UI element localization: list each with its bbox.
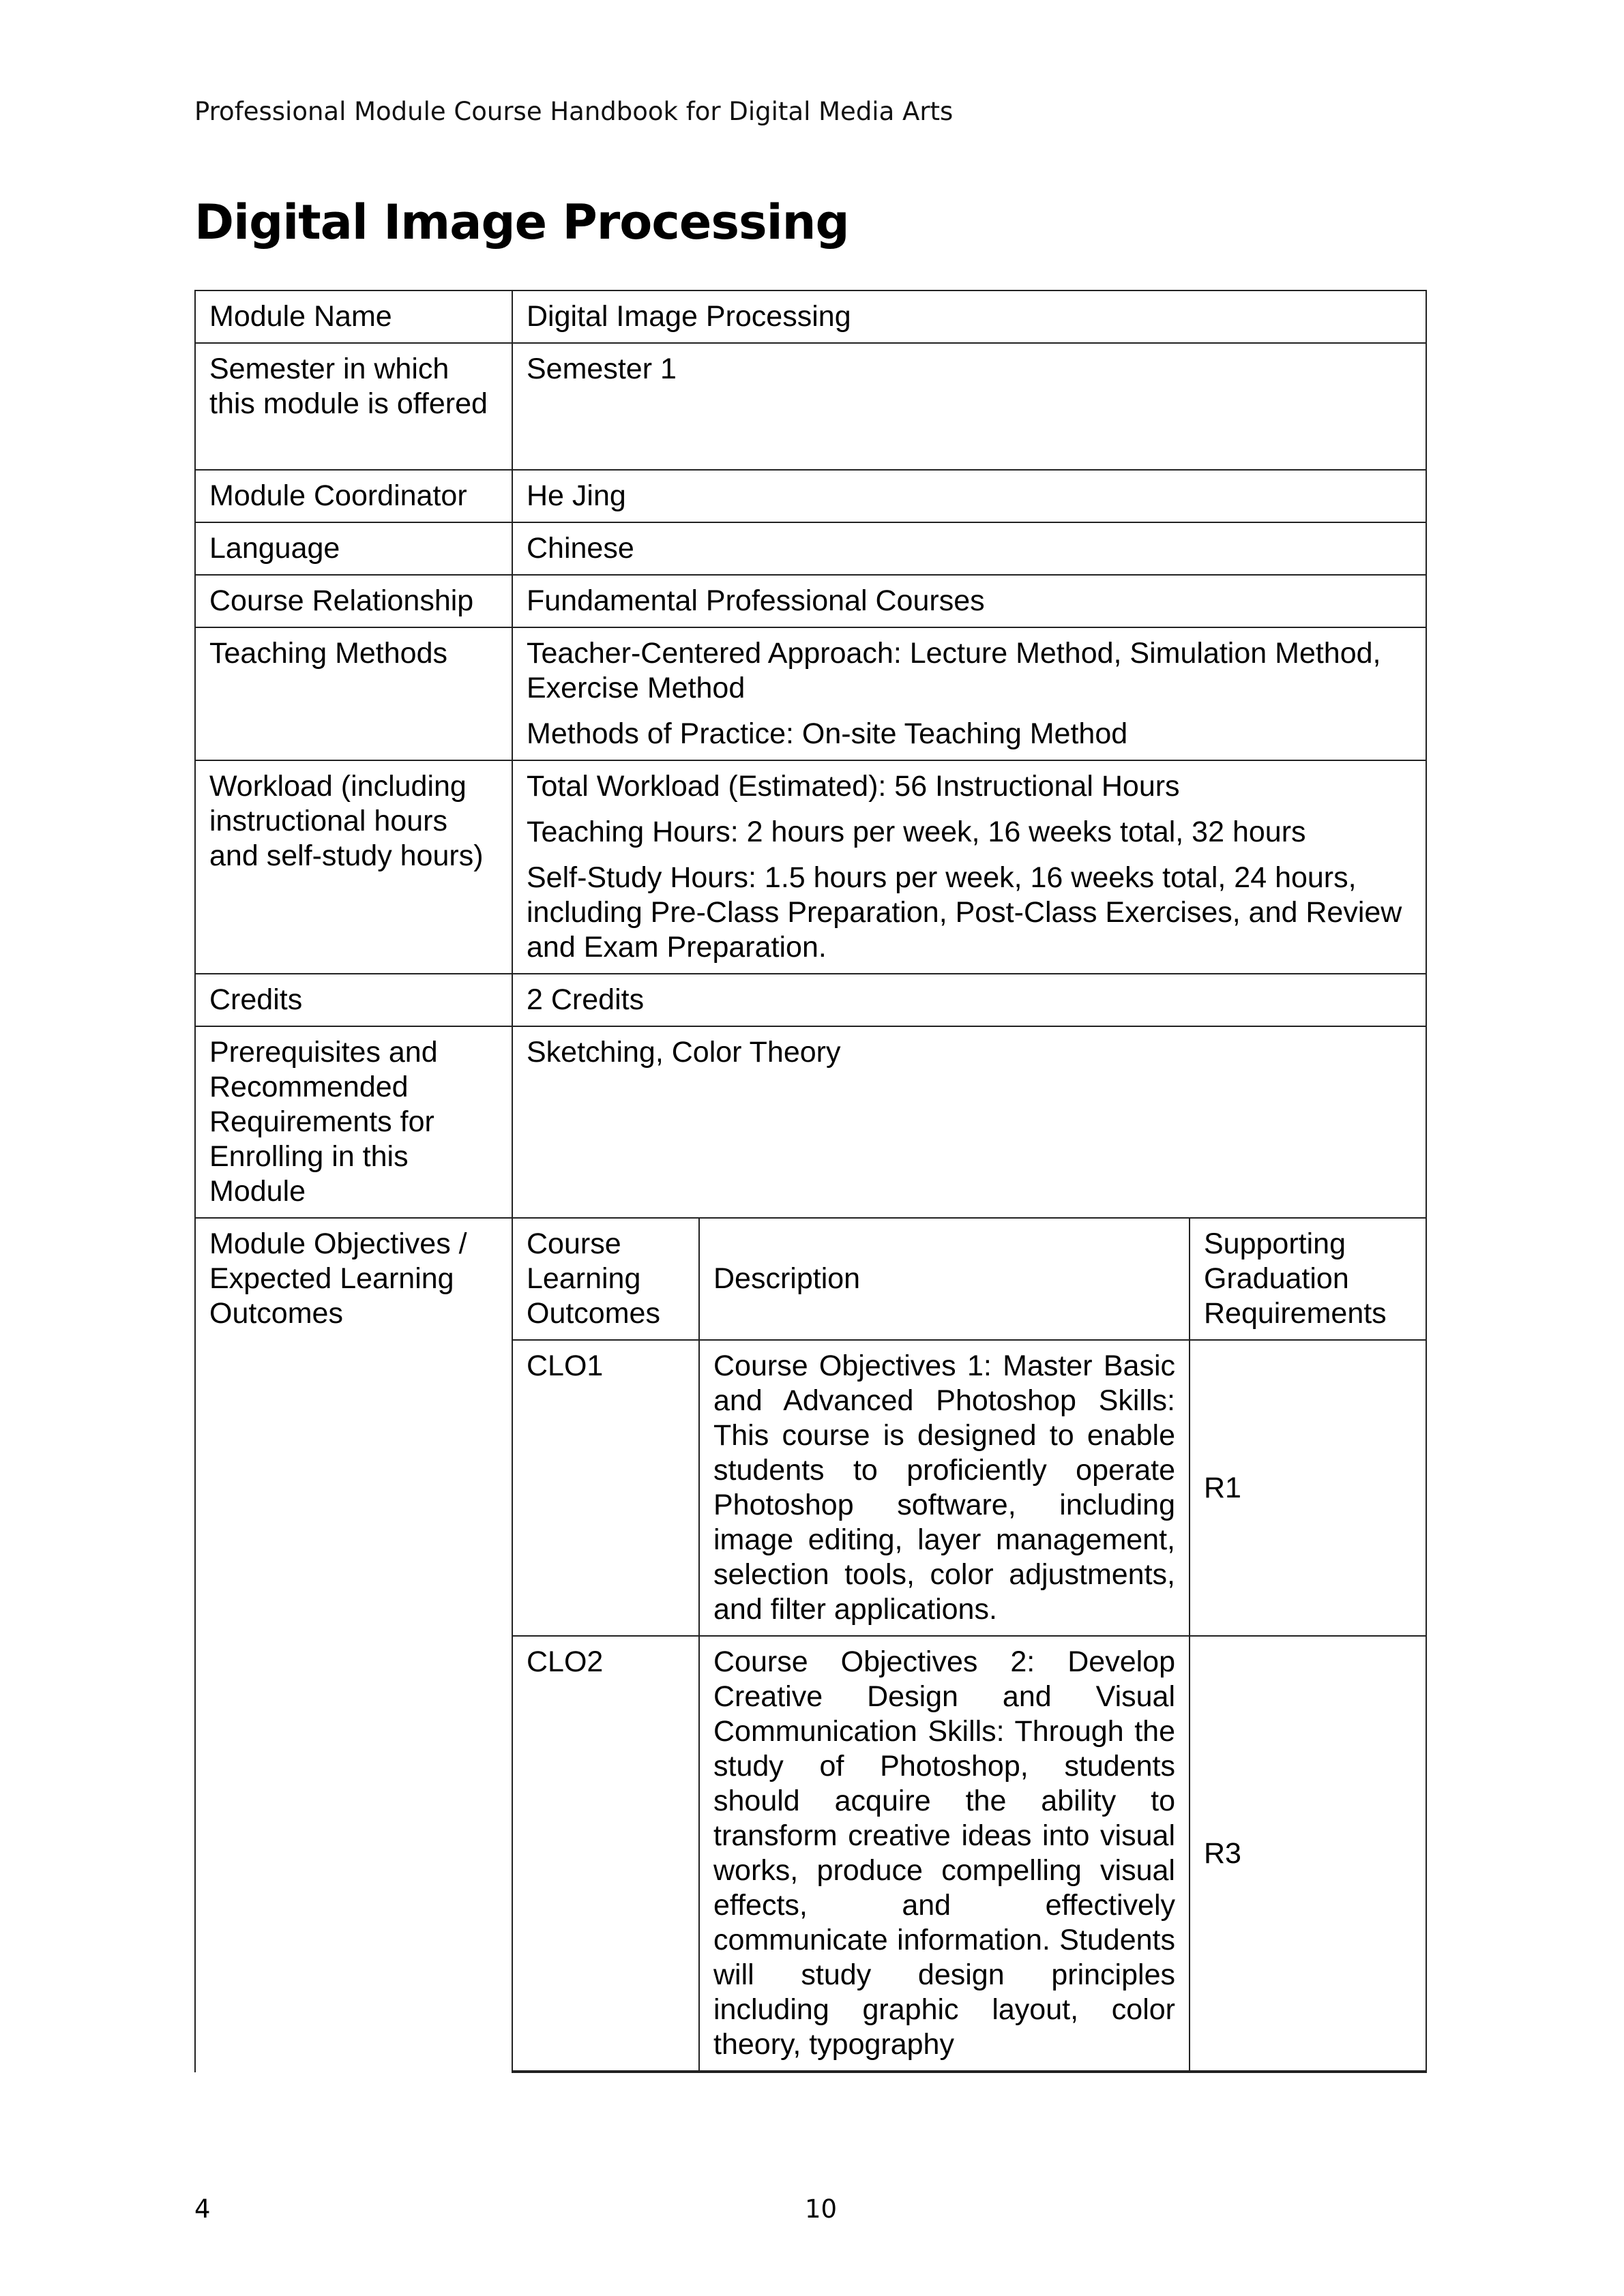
clo-id: CLO2 xyxy=(513,1636,699,2071)
label-teaching-methods: Teaching Methods xyxy=(195,627,512,760)
page-title: Digital Image Processing xyxy=(194,194,849,250)
footer-page-number-left: 4 xyxy=(194,2194,211,2224)
teaching-method-line: Teacher-Centered Approach: Lecture Method, Simulation Method, Exercise Method xyxy=(527,637,1381,704)
value-module-name: Digital Image Processing xyxy=(512,290,1426,343)
header-requirements: Supporting Graduation Requirements xyxy=(1190,1219,1426,1340)
label-semester: Semester in which this module is offered xyxy=(195,343,512,470)
row-language xyxy=(195,522,1426,575)
clo-description: Course Objectives 2: Develop Creative Design and Visual Communication Skills: Through the study of Photoshop, students should acquire the ability to transform creative ideas into visual works, produce compelling visual effects, and effectively communicate information. Students will study design principles including graphic layout, color theory, typography xyxy=(699,1636,1190,2071)
label-workload: Workload (including instructional hours and self-study hours) xyxy=(195,760,512,974)
value-coordinator: He Jing xyxy=(512,470,1426,522)
label-module-name: Module Name xyxy=(195,290,512,343)
footer-page-number-center: 10 xyxy=(805,2194,838,2224)
value-language: Chinese xyxy=(512,522,1426,575)
clo-id: CLO1 xyxy=(513,1340,699,1636)
row-prerequisites xyxy=(195,1026,1426,1218)
row-objectives xyxy=(195,1218,1426,2072)
table-row xyxy=(513,1340,1426,1636)
value-relationship: Fundamental Professional Courses xyxy=(512,575,1426,627)
value-prerequisites: Sketching, Color Theory xyxy=(512,1026,1426,1218)
value-workload xyxy=(512,760,1426,974)
workload-line: Self-Study Hours: 1.5 hours per week, 16 weeks total, 24 hours, including Pre-Class Preparation, Post-Class Exercises, and Review and Exam Preparation. xyxy=(527,861,1402,964)
value-credits: 2 Credits xyxy=(512,974,1426,1026)
row-coordinator xyxy=(195,470,1426,522)
running-header: Professional Module Course Handbook for Digital Media Arts xyxy=(194,97,954,126)
clo-requirement: R3 xyxy=(1190,1636,1426,2071)
label-relationship: Course Relationship xyxy=(195,575,512,627)
label-language: Language xyxy=(195,522,512,575)
row-semester xyxy=(195,343,1426,470)
clo-requirement: R1 xyxy=(1190,1340,1426,1636)
value-teaching-methods xyxy=(512,627,1426,760)
objectives-cell xyxy=(512,1218,1426,2072)
label-credits: Credits xyxy=(195,974,512,1026)
table-row xyxy=(513,1636,1426,2071)
module-table xyxy=(194,290,1427,2073)
label-objectives: Module Objectives / Expected Learning Outcomes xyxy=(195,1218,512,2072)
row-workload xyxy=(195,760,1426,974)
row-credits xyxy=(195,974,1426,1026)
label-prerequisites: Prerequisites and Recommended Requirements for Enrolling in this Module xyxy=(195,1026,512,1218)
header-description: Description xyxy=(699,1219,1190,1340)
workload-line: Total Workload (Estimated): 56 Instructional Hours xyxy=(527,770,1180,803)
workload-line: Teaching Hours: 2 hours per week, 16 weeks total, 32 hours xyxy=(527,816,1306,848)
label-coordinator: Module Coordinator xyxy=(195,470,512,522)
row-teaching-methods xyxy=(195,627,1426,760)
objectives-header-row xyxy=(513,1219,1426,1340)
objectives-table xyxy=(513,1219,1426,2072)
row-module-name xyxy=(195,290,1426,343)
header-clo: Course Learning Outcomes xyxy=(513,1219,699,1340)
row-relationship xyxy=(195,575,1426,627)
teaching-method-line: Methods of Practice: On-site Teaching Method xyxy=(527,717,1128,750)
value-semester: Semester 1 xyxy=(512,343,1426,470)
clo-description: Course Objectives 1: Master Basic and Advanced Photoshop Skills: This course is designed to enable students to proficiently operate Photoshop software, including image editing, layer management, selection tools, color adjustments, and filter applications. xyxy=(699,1340,1190,1636)
